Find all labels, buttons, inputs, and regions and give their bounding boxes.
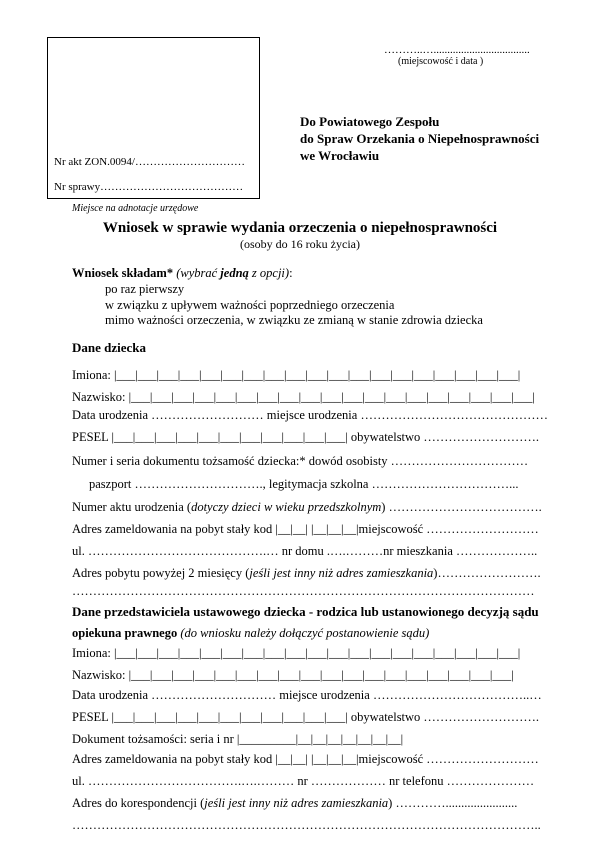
child-id-document-field[interactable]: Numer i seria dokumentu tożsamość dziecka:* dowód osobisty ……………………………: [72, 454, 529, 468]
request-option-first[interactable]: po raz pierwszy: [105, 282, 185, 296]
guardian-section-heading-2: [72, 626, 429, 641]
guardian-address-field[interactable]: Adres zameldowania na pobyt stały kod |__|__| |__|__|__|miejscowość ………………………: [72, 752, 539, 766]
guardian-correspondence-field[interactable]: [72, 796, 517, 811]
birth-cert-pre: Numer aktu urodzenia (: [72, 500, 192, 514]
guardian-note: (do wniosku należy dołączyć postanowienie sądu): [177, 626, 430, 640]
recipient-line-2: do Spraw Orzekania o Niepełnosprawności: [300, 131, 540, 146]
request-hint-emph: jedną: [220, 266, 249, 280]
child-birth-cert-field[interactable]: [72, 500, 542, 515]
child-section-heading: Dane dziecka: [72, 340, 147, 355]
child-address-field[interactable]: Adres zameldowania na pobyt stały kod |__|__| |__|__|__|miejscowość ………………………: [72, 522, 539, 536]
stay-hint: jeśli jest inny niż adres zamieszkania: [249, 566, 434, 580]
child-birth-field[interactable]: Data urodzenia ……………………… miejsce urodzenia ………………………………………: [72, 408, 548, 422]
recipient-address: [300, 113, 539, 164]
guardian-correspondence-continuation[interactable]: …………………………………………………………………………………………………..: [72, 818, 541, 832]
place-date-caption: (miejscowość i data ): [398, 56, 484, 67]
child-last-name-field[interactable]: Nazwisko: |___|___|___|___|___|___|___|___|___|___|___|___|___|___|___|___|___|___|___|: [72, 390, 535, 404]
request-option-health-change[interactable]: mimo ważności orzeczenia, w związku ze zmianą w stanie zdrowia dziecka: [105, 313, 483, 327]
child-street-field[interactable]: ul. …………………………………….… nr domu .….………nr mieszkania ………………..: [72, 544, 538, 558]
corr-pre: Adres do korespondencji (: [72, 796, 205, 810]
stay-pre: Adres pobytu powyżej 2 miesięcy (: [72, 566, 250, 580]
child-stay-address-continuation[interactable]: …………………………………………………………………………………………………: [72, 584, 535, 598]
guardian-heading-2: opiekuna prawnego: [72, 626, 178, 640]
guardian-pesel-field[interactable]: PESEL |___|___|___|___|___|___|___|___|___|___|___| obywatelstwo ……………………….: [72, 710, 540, 724]
document-title: Wniosek w sprawie wydania orzeczenia o niepełnosprawności: [102, 220, 498, 236]
request-option-expired[interactable]: w związku z upływem ważności poprzedniego orzeczenia: [105, 298, 395, 312]
child-stay-address-field[interactable]: [72, 566, 541, 581]
case-ref-field[interactable]: Nr akt ZON.0094/…………………………: [54, 156, 245, 168]
child-pesel-field[interactable]: PESEL |___|___|___|___|___|___|___|___|___|___|___| obywatelstwo ……………………….: [72, 430, 540, 444]
request-type-label: [72, 266, 293, 281]
child-first-name-field[interactable]: Imiona: |___|___|___|___|___|___|___|___|___|___|___|___|___|___|___|___|___|___|___|: [72, 368, 521, 382]
birth-cert-post: ) ……………………………….: [381, 500, 542, 514]
request-hint-pre: (wybrać: [173, 266, 221, 280]
request-label: Wniosek składam*: [72, 266, 174, 280]
recipient-line-3: we Wrocławiu: [300, 148, 380, 163]
stay-post: )…………………….: [433, 566, 541, 580]
guardian-street-field[interactable]: ul. ……………………………….….……… nr ……………… nr telefonu …………………: [72, 774, 535, 788]
guardian-last-name-field[interactable]: Nazwisko: |___|___|___|___|___|___|___|___|___|___|___|___|___|___|___|___|___|___|: [72, 668, 514, 682]
recipient-line-1: Do Powiatowego Zespołu: [300, 114, 440, 129]
birth-cert-hint: dotyczy dzieci w wieku przedszkolnym: [191, 500, 382, 514]
corr-hint: jeśli jest inny niż adres zamieszkania: [204, 796, 389, 810]
case-number-field[interactable]: Nr sprawy…………………………………: [54, 181, 244, 193]
request-colon: :: [289, 266, 293, 280]
document-subtitle: (osoby do 16 roku życia): [240, 237, 360, 251]
child-passport-field[interactable]: paszport …………………………., legitymacja szkolna ……………………………...: [89, 477, 519, 491]
guardian-birth-field[interactable]: Data urodzenia ………………………… miejsce urodzenia ………………………………..…: [72, 688, 542, 702]
guardian-id-document-field[interactable]: Dokument tożsamości: seria i nr |_________|__|__|__|__|__|__|__|: [72, 732, 404, 746]
corr-post: ) ………….......................: [388, 796, 518, 810]
guardian-first-name-field[interactable]: Imiona: |___|___|___|___|___|___|___|___|___|___|___|___|___|___|___|___|___|___|___|: [72, 646, 521, 660]
request-hint-post: z opcji): [248, 266, 290, 280]
guardian-section-heading: Dane przedstawiciela ustawowego dziecka - rodzica lub ustanowionego decyzją sądu: [72, 604, 539, 619]
place-date-dots[interactable]: ………..…...................................: [384, 44, 530, 56]
official-notes-box: [47, 37, 260, 199]
official-notes-caption: Miejsce na adnotacje urzędowe: [72, 203, 199, 214]
